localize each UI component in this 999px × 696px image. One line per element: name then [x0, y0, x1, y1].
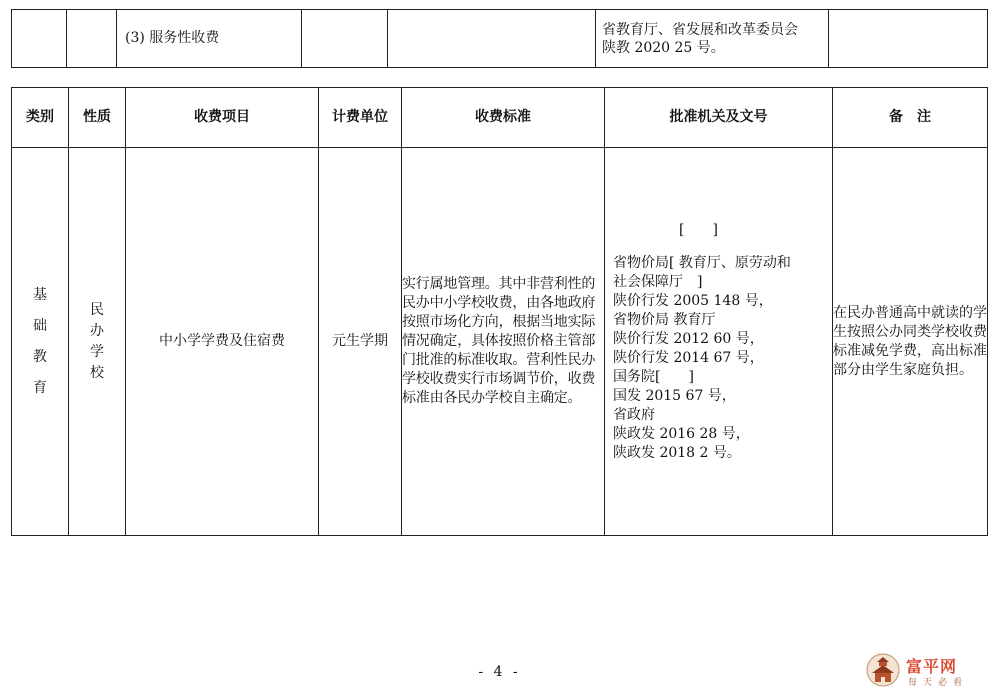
approval-cell: [596, 10, 829, 68]
fee-table: [11, 87, 988, 536]
empty-cell: [12, 10, 67, 68]
approval-line: 省物价局 教育厅: [613, 311, 716, 328]
approval-line: 省政府: [613, 406, 655, 423]
category-char: 基: [33, 286, 47, 303]
category-char: 教: [33, 348, 47, 365]
approval-line: 陕教 2020 25 号。: [602, 39, 725, 56]
approval-line: 陕政发 2016 28 号，: [613, 425, 750, 442]
site-watermark: [866, 652, 994, 692]
tower-logo-icon: [866, 652, 900, 688]
header-nature: 性质: [69, 88, 126, 148]
approval-cell: [605, 148, 833, 536]
watermark-name: 富平网: [906, 657, 958, 676]
continued-table: [11, 9, 988, 68]
header-unit: 计费单位: [319, 88, 402, 148]
approval-line: 陕价行发 2005 148 号，: [613, 292, 773, 309]
nature-char: 校: [90, 364, 104, 381]
category-cell: [12, 148, 69, 536]
header-row: [12, 88, 988, 148]
approval-line: 陕价行发 2014 67 号，: [613, 349, 764, 366]
approval-line: 省教育厅、省发展和改革委员会: [602, 21, 798, 38]
empty-cell: [388, 10, 596, 68]
header-category: 类别: [12, 88, 69, 148]
watermark-slogan: 每天必看: [908, 678, 969, 688]
approval-line: 国务院[ ]: [613, 368, 694, 385]
table-row: [12, 10, 988, 68]
empty-cell: [829, 10, 988, 68]
header-approval: 批准机关及文号: [605, 88, 833, 148]
table-row: [12, 148, 988, 536]
item-cell: 中小学学费及住宿费: [126, 148, 319, 536]
nature-char: 民: [90, 301, 104, 318]
empty-cell: [302, 10, 388, 68]
category-char: 础: [33, 317, 47, 334]
unit-cell: 元生学期: [319, 148, 402, 536]
nature-cell: [69, 148, 126, 536]
approval-line: 陕价行发 2012 60 号，: [613, 330, 764, 347]
approval-line: 省物价局[ 教育厅、原劳动和: [613, 254, 791, 271]
approval-line: 陕政发 2018 2 号。: [613, 444, 741, 461]
page-number: - 4 -: [478, 664, 521, 680]
header-item: 收费项目: [126, 88, 319, 148]
header-standard: 收费标准: [402, 88, 605, 148]
category-char: 育: [33, 379, 47, 396]
approval-line: 社会保障厅 ]: [613, 273, 703, 290]
item-cell: (3) 服务性收费: [117, 10, 302, 68]
approval-bracket: [ ]: [679, 221, 718, 238]
empty-cell: [67, 10, 117, 68]
remark-cell: 在民办普通高中就读的学生按照公办同类学校收费标准减免学费，高出标准部分由学生家庭负担。: [833, 148, 988, 536]
header-remark: 备 注: [833, 88, 988, 148]
nature-char: 办: [90, 322, 104, 339]
approval-line: 国发 2015 67 号，: [613, 387, 736, 404]
nature-char: 学: [90, 343, 104, 360]
standard-cell: 实行属地管理。其中非营利性的民办中小学校收费，由各地政府按照市场化方向，根据当地实际情况确定，具体按照价格主管部门批准的标准收取。营利性民办学校收费实行市场调节价，收费标准由各民办学校自主确定。: [402, 148, 605, 536]
